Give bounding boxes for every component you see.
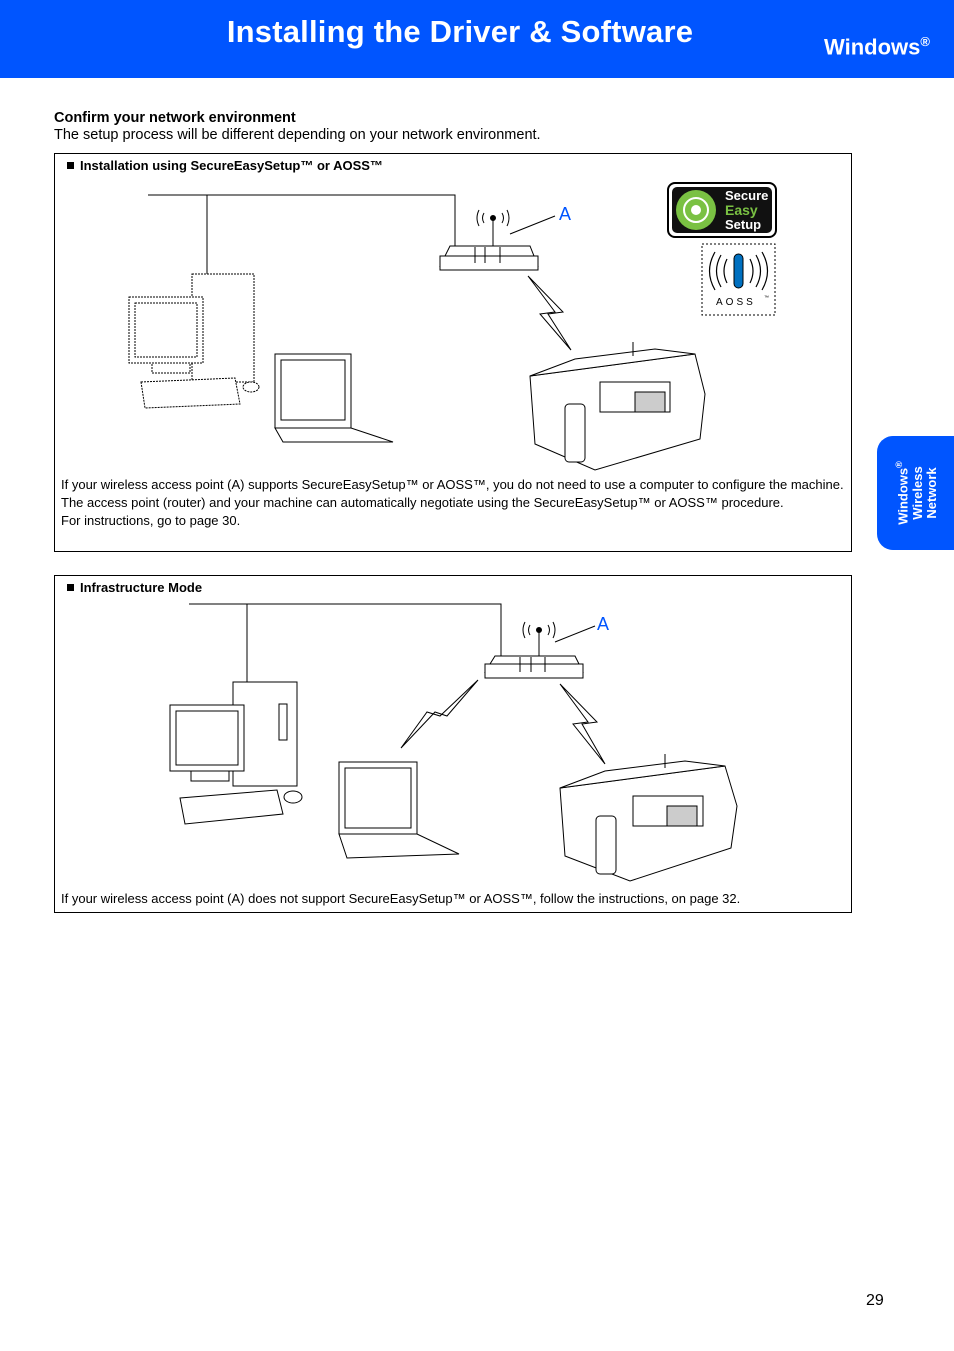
secureeasysetup-logo xyxy=(668,183,776,237)
svg-text:™: ™ xyxy=(764,295,769,301)
callout-a: A xyxy=(559,204,572,224)
infrastructure-mode-box xyxy=(54,575,852,913)
svg-text:AOSS: AOSS xyxy=(716,297,756,308)
laptop-icon xyxy=(339,762,459,858)
wireless-signal-icon xyxy=(560,684,605,764)
section-heading: Confirm your network environment xyxy=(54,110,296,126)
callout-a: A xyxy=(597,614,610,634)
network-diagram-infrastructure xyxy=(55,576,851,886)
os-label: Windows® xyxy=(824,34,930,60)
laptop-icon xyxy=(275,354,393,442)
svg-text:Secure: Secure xyxy=(725,188,769,203)
desktop-computer-icon xyxy=(170,682,302,824)
printer-icon xyxy=(560,754,737,881)
side-tab-windows-wireless-network: Windows® Wireless Network xyxy=(877,436,954,550)
printer-icon xyxy=(530,342,705,470)
box-description: If your wireless access point (A) supports SecureEasySetup™ or AOSS™, you do not need to use a computer to configure the machine. The access point (router) and your machine can automatically negotiate using the SecureEasySetup™ or AOSS™ procedure. For instructions, go to page 30. xyxy=(61,477,844,528)
network-diagram-seas xyxy=(55,154,851,474)
page-header xyxy=(0,0,954,78)
page-number: 29 xyxy=(866,1292,884,1309)
intro-text: The setup process will be different depending on your network environment. xyxy=(54,127,541,143)
aoss-logo xyxy=(702,244,775,315)
wireless-signal-icon xyxy=(401,680,478,748)
svg-text:Easy: Easy xyxy=(725,202,758,218)
box-title: Installation using SecureEasySetup™ or AOSS™ xyxy=(67,158,383,173)
box-title: Infrastructure Mode xyxy=(67,580,202,595)
svg-text:Setup: Setup xyxy=(725,217,762,232)
wireless-signal-icon xyxy=(528,276,571,350)
desktop-computer-icon xyxy=(129,274,259,408)
page-title: Installing the Driver & Software xyxy=(226,14,694,49)
secureeasysetup-box xyxy=(54,153,852,552)
router-icon xyxy=(485,622,583,678)
box-description: If your wireless access point (A) does not support SecureEasySetup™ or AOSS™, follow the instructions, on page 32. xyxy=(61,891,741,906)
